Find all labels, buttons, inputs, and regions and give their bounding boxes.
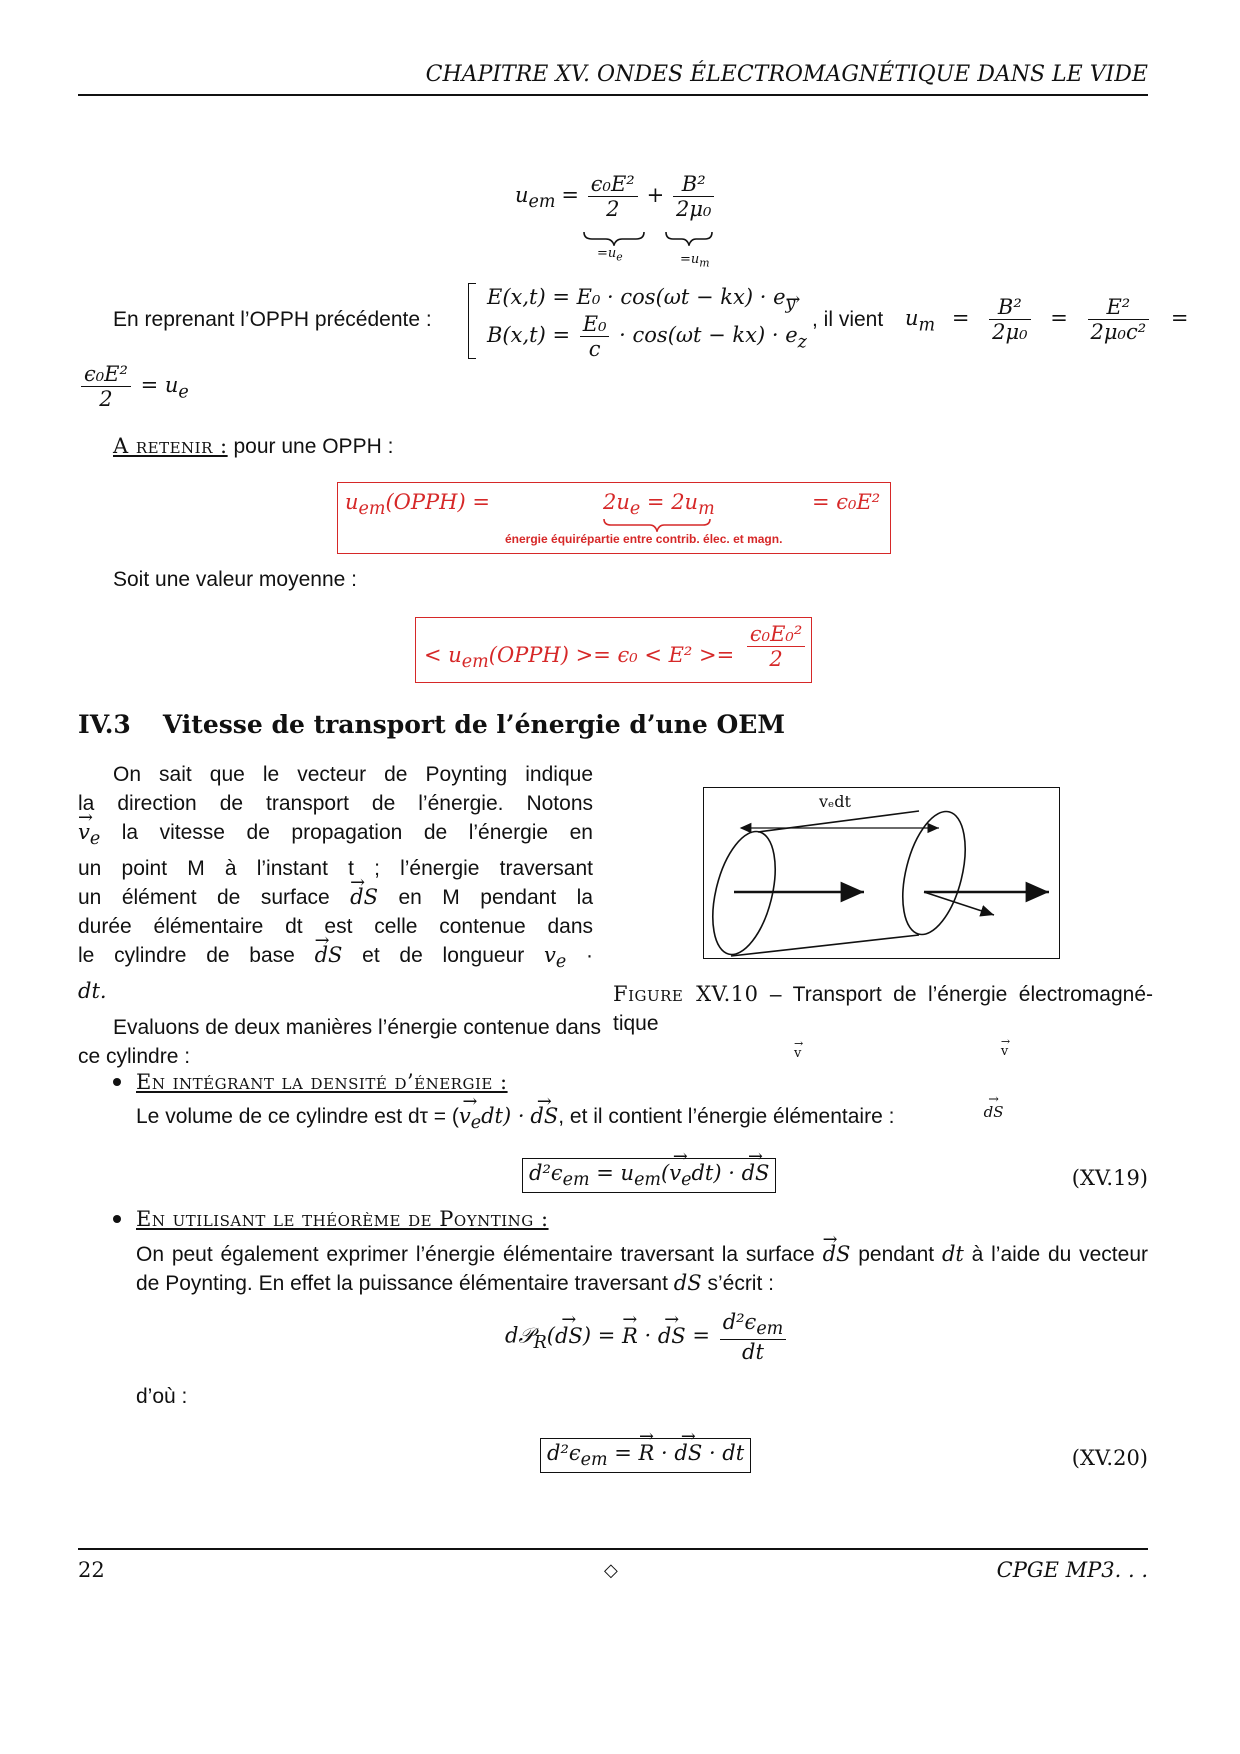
box1-brace-label: énergie équirépartie entre contrib. élec. et magn. bbox=[505, 532, 783, 546]
label-dS: → dS bbox=[984, 1103, 1004, 1121]
bullet2-text: On peut également exprimer l’énergie élémentaire traversant la surface → dS pendant dt à l’aide du vecteur de Poynting. En effet la puissance élémentaire traversant dS s’écrit : bbox=[136, 1240, 1148, 1298]
box2-frac: $\frac{\text{ϵ₀E₀²}}{2}$ bbox=[747, 622, 805, 671]
uem-frac-electric: $\frac{\text{ϵ₀E²}}{2}$ bbox=[588, 172, 638, 221]
header-rule bbox=[78, 94, 1148, 96]
retenir-line: A retenir : pour une OPPH : bbox=[113, 434, 394, 458]
paragraph-poynting: On sait que le vecteur de Poynting indique la direction de transport de l’énergie. Notons → $v_e$ la vitesse de propagation de l’énergie en un point M à l’instant t ; l’énergie traversant un élément de surface → dS en M pendant la durée élémentaire dt est celle contenue dans le cylindre de base → dS et de longueur $v_e$ · dt. bbox=[78, 760, 593, 1006]
bullet1-title: En intégrant la densité d’énergie : bbox=[136, 1070, 508, 1094]
footer-diamond: ◇ bbox=[604, 1560, 618, 1581]
equation-box-xv20: $d^2\epsilon_{em}$ = → R · → dS · dt bbox=[540, 1438, 751, 1473]
footer-rule bbox=[78, 1548, 1148, 1550]
box1-rhs: = ϵ₀E² bbox=[812, 490, 881, 514]
equation-poynting-power: d𝒫$_R$(→ dS) = → R · → dS = $\frac{d^2\epsilon_{em}}{dt}$ bbox=[505, 1310, 789, 1364]
system-B-line: B(x,t) = $\frac{\text{E₀}}{c}$ · $\cos(\omega t - kx) \cdot e_z$ bbox=[487, 312, 807, 362]
uem-eq: = bbox=[561, 183, 579, 208]
label-v-inside: → v bbox=[794, 1046, 801, 1061]
underbraces-uem bbox=[580, 230, 720, 246]
bullet2-title: En utilisant le théorème de Poynting : bbox=[136, 1207, 549, 1231]
figure-caption: Figure XV.10 – Transport de l’énergie électromagné- tique bbox=[613, 982, 1153, 1035]
footer-course: CPGE MP3. . . bbox=[996, 1558, 1148, 1582]
running-header: CHAPITRE XV. ONDES ÉLECTROMAGNÉTIQUE DANS LE VIDE bbox=[425, 62, 1148, 87]
box2-lhs: < $u_{em}(OPPH) >= \epsilon_0 < E^2$ >= bbox=[424, 643, 735, 673]
cylinder-diagram bbox=[704, 788, 1059, 958]
equation-uem bbox=[515, 172, 717, 221]
box1-underbrace bbox=[602, 518, 714, 532]
uem-frac-magnetic: $\frac{\text{B²}}{\text{2μ₀}}$ bbox=[673, 172, 714, 221]
paragraph-evaluons: Evaluons de deux manières l’énergie contenue dans ce cylindre : bbox=[78, 1016, 601, 1068]
bullet-dot bbox=[113, 1215, 121, 1223]
box2-content bbox=[424, 622, 808, 671]
moyenne-text: Soit une valeur moyenne : bbox=[113, 568, 357, 591]
um-relation: $u_m$ = $\frac{\text{B²}}{\text{2μ₀}}$ = $\frac{\text{E²}}{\text{2μ₀c²}}$ = bbox=[905, 295, 1189, 345]
system-E-line: $E(x,t) = E_0 \cdot \cos(\omega t - kx) \cdot e_y$ bbox=[487, 285, 796, 315]
um-continuation: $\frac{\text{ϵ₀E²}}{2}$ = $u_e$ bbox=[78, 362, 189, 411]
uem-plus: + bbox=[646, 183, 665, 208]
label-v-outside: → v bbox=[1001, 1044, 1008, 1059]
ve-vector: → $v_e$ bbox=[78, 818, 100, 854]
B-frac: $\frac{\text{E₀}}{c}$ bbox=[580, 312, 610, 361]
retenir-label: A retenir : bbox=[113, 434, 228, 458]
equation-box-xv19: $d^2\epsilon_{em} = u_{em}(\to v_edt)$ · → dS bbox=[522, 1158, 776, 1193]
equation-number-xv19: (XV.19) bbox=[1071, 1166, 1148, 1190]
box1-lhs: $u_{em}(OPPH)$ = bbox=[345, 490, 490, 520]
brace-label-um: $=u_m$ bbox=[680, 252, 710, 270]
box1-middle: $2u_e = 2u_m$ bbox=[603, 490, 715, 520]
bullet-dot bbox=[113, 1078, 121, 1086]
page-number: 22 bbox=[78, 1558, 105, 1582]
label-ve-dt: vₑdt bbox=[819, 792, 851, 811]
uem-lhs: $u_{em}$ bbox=[515, 183, 556, 213]
section-heading: IV.3 Vitesse de transport de l’énergie d’une OEM bbox=[78, 710, 786, 739]
brace-label-ue: $=u_e$ bbox=[597, 246, 623, 264]
dS-vector: → dS bbox=[350, 883, 378, 912]
dS-vector: → dS bbox=[315, 941, 343, 970]
equation-number-xv20: (XV.20) bbox=[1071, 1446, 1148, 1470]
system-bracket bbox=[468, 283, 476, 359]
il-vient: , il vient bbox=[812, 308, 884, 331]
opph-intro: En reprenant l’OPPH précédente : bbox=[113, 308, 432, 331]
bullet1-text: Le volume de ce cylindre est dτ = (→ $v_edt$) · → dS, et il contient l’énergie élémentaire : bbox=[136, 1102, 894, 1138]
dou-text: d’où : bbox=[136, 1385, 188, 1408]
